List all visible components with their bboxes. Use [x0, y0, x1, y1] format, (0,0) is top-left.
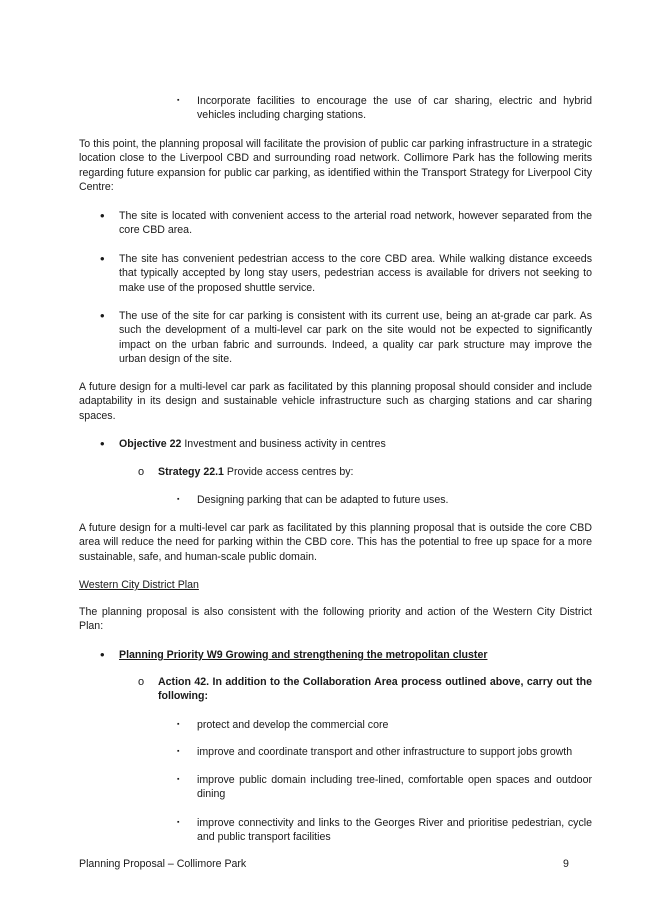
objective-text: Investment and business activity in centres: [181, 438, 386, 450]
page-number: 9: [563, 858, 569, 870]
merit-item-3: The use of the site for car parking is consistent with its current use, being an at-grade car park. As such the development of a multi-level car park on the site would not be expected to significantly impact on the urban fabric and surrounds. Indeed, a quality car park structure may improve the urban design of the site.: [119, 310, 592, 365]
bullet-charging-stations: Incorporate facilities to encourage the use of car sharing, electric and hybrid vehicles including charging stations.: [197, 95, 592, 122]
action-item-2: improve and coordinate transport and other infrastructure to support jobs growth: [197, 746, 573, 758]
disc-bullet-icon: •: [100, 208, 105, 223]
disc-bullet-icon: •: [100, 436, 105, 451]
planning-priority-w9: [119, 648, 592, 662]
footer-title: Planning Proposal – Collimore Park: [79, 858, 247, 870]
square-bullet-icon: ▪: [177, 721, 180, 728]
heading-western-city-district-plan: Western City District Plan: [79, 579, 199, 591]
strategy-item: Designing parking that can be adapted to future uses.: [197, 494, 449, 506]
action-42: [158, 675, 592, 704]
square-bullet-icon: ▪: [177, 776, 180, 783]
paragraph-intro: To this point, the planning proposal will facilitate the provision of public car parking infrastructure in a strategic location close to the Liverpool CBD and surrounding road network. Collimore Park has the following merits regarding future expansion for public car parking, as identified within the Transport Strategy for Liverpool City Centre:: [79, 138, 592, 193]
disc-bullet-icon: •: [100, 308, 105, 323]
paragraph-cbd-core: A future design for a multi-level car park as facilitated by this planning proposal that is outside the core CBD area will reduce the need for parking within the CBD core. This has the potential to free up space for a more sustainable, safe, and human-scale public domain.: [79, 522, 592, 563]
square-bullet-icon: ▪: [177, 748, 180, 755]
circle-bullet-icon: o: [138, 676, 145, 688]
objective-label: Objective 22: [119, 438, 182, 450]
strategy-text: Provide access centres by:: [223, 466, 354, 478]
circle-bullet-icon: o: [138, 466, 145, 478]
strategy-label: Strategy 22.1: [158, 466, 224, 478]
square-bullet-icon: ▪: [177, 97, 180, 104]
action-text: Action 42. In addition to the Collaboration Area process outlined above, carry out the following:: [158, 676, 592, 703]
strategy-22-1: [158, 465, 592, 479]
merit-item-2: The site has convenient pedestrian access to the core CBD area. While walking distance exceeds that typically accepted by long stay users, pedestrian access is available for drivers not seeking to make use of the proposed shuttle service.: [119, 253, 592, 294]
action-item-3: improve public domain including tree-lined, comfortable open spaces and outdoor dining: [197, 774, 592, 801]
priority-text: Planning Priority W9 Growing and strengthening the metropolitan cluster: [119, 649, 488, 661]
action-item-1: protect and develop the commercial core: [197, 719, 389, 731]
action-item-4: improve connectivity and links to the Georges River and prioritise pedestrian, cycle and public transport facilities: [197, 817, 592, 844]
merit-item-1: The site is located with convenient access to the arterial road network, however separated from the core CBD area.: [119, 210, 592, 237]
objective-22: [119, 437, 592, 451]
disc-bullet-icon: •: [100, 251, 105, 266]
square-bullet-icon: ▪: [177, 819, 180, 826]
disc-bullet-icon: •: [100, 647, 105, 662]
paragraph-adaptability: A future design for a multi-level car park as facilitated by this planning proposal should consider and include adaptability in its design and sustainable vehicle infrastructure such as charging stations and car sharing spaces.: [79, 381, 592, 422]
paragraph-consistency: The planning proposal is also consistent with the following priority and action of the Western City District Plan:: [79, 606, 592, 633]
square-bullet-icon: ▪: [177, 496, 180, 503]
